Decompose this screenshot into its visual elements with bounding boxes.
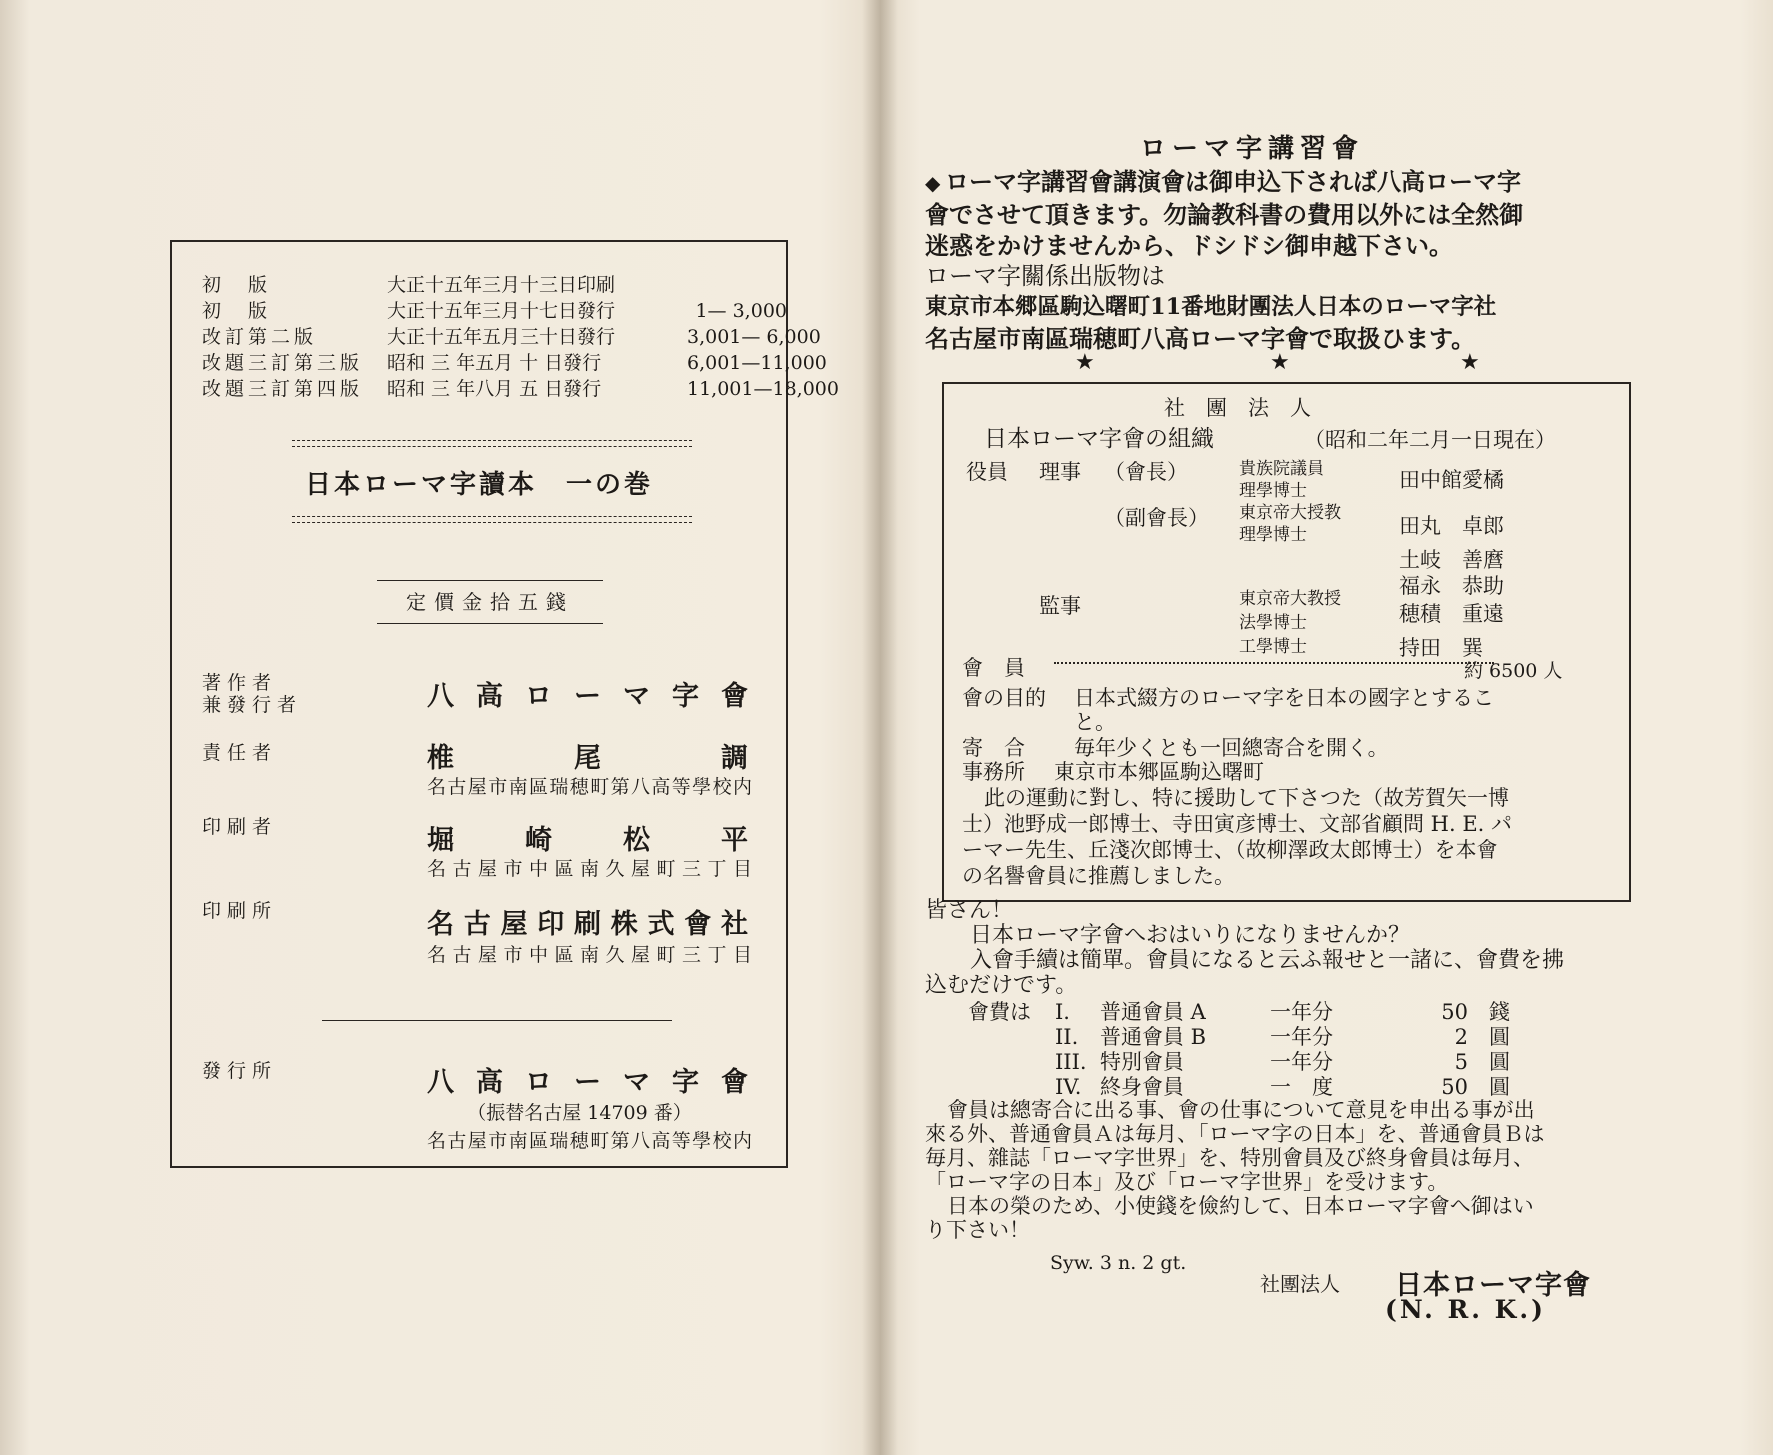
auditor-title-2: 法學博士	[1239, 613, 1307, 633]
notice-line-1: ◆ ローマ字講習會講演會は御申込下されば八高ローマ字	[925, 166, 1643, 199]
edition-row	[202, 376, 839, 402]
president-title-1: 貴族院議員	[1239, 459, 1324, 479]
org-as-of: （昭和二年二月一日現在）	[1304, 428, 1556, 452]
honor-line-3: ーマー先生、丘淺次郎博士、（故柳澤政太郎博士）を本會	[962, 838, 1498, 862]
vice-title-2: 理學博士	[1239, 525, 1307, 545]
meeting-text: 毎年少くとも一回總寄合を開く。	[1074, 736, 1389, 760]
edition-kind: 改題三訂第四版	[202, 378, 364, 400]
president-label: （會長）	[1104, 460, 1188, 484]
vice-name: 田丸 卓郎	[1399, 514, 1504, 538]
appeal-line-2: 日本ローマ字會へおはいりになりませんか？	[970, 923, 1411, 948]
appeal-body-line-3: 毎月、雜誌「ローマ字世界」を、特別會員及び終身會員は毎月、	[925, 1146, 1534, 1170]
fee-number: II.	[1055, 1025, 1079, 1049]
fee-row	[1055, 1025, 1510, 1050]
press-address: 名古屋市中區南久屋町三丁目	[427, 944, 752, 966]
appeal-line-4: 込むだけです。	[925, 973, 1078, 998]
edition-date: 大正十五年三月十三日印刷	[387, 274, 616, 296]
members-leader	[1054, 662, 1494, 664]
organization-box	[942, 382, 1631, 902]
appeal-body-line-5: 日本の榮のため、小使錢を儉約して、日本ローマ字會へ御はい	[947, 1194, 1534, 1218]
notice-line-2: 會でさせて頂きます。勿論教科書の費用以外には全然御	[925, 200, 1524, 229]
edition-date: 昭和 三 年八月 五 日發行	[387, 378, 602, 400]
edition-range: 3,001— 6,000	[687, 326, 821, 348]
fee-type: 普通會員 B	[1100, 1025, 1207, 1049]
fee-type: 普通會員 A	[1100, 1000, 1206, 1024]
book-title: 日本ローマ字讀本 一の巻	[304, 470, 653, 500]
appeal-body-line-6: り下さい！	[925, 1218, 1030, 1242]
honor-line-2: 士）池野成一郎博士、寺田寅彦博士、文部省顧問 H. E. パ	[962, 812, 1513, 836]
edition-row	[202, 272, 787, 298]
notice-line-6: 名古屋市南區瑞穂町八高ローマ字會で取扱ひます。	[925, 324, 1476, 353]
edition-date: 大正十五年五月三十日發行	[387, 326, 616, 348]
appeal-line-3: 入會手續は簡單。會員になると云ふ報せと一諸に、會費を拂	[970, 948, 1565, 973]
honor-line-4: の名譽會員に推薦しました。	[962, 864, 1235, 888]
fee-term: 一年分	[1270, 1025, 1333, 1049]
edition-range: 1— 3,000	[695, 300, 787, 322]
edition-row	[202, 350, 827, 376]
edition-range	[687, 272, 787, 298]
appeal-body-line-2: 來る外、普通會員Ａは毎月、「ローマ字の日本」を、普通會員Ｂは	[925, 1122, 1545, 1146]
fee-term: 一年分	[1270, 1000, 1333, 1024]
signature-abbr: (N. R. K.)	[1385, 1295, 1546, 1324]
fee-number: I.	[1055, 1000, 1070, 1024]
notice-paragraph	[925, 166, 1643, 354]
auditor-title-3: 工學博士	[1239, 637, 1307, 657]
auditor-name-1: 穂積 重遠	[1399, 602, 1504, 626]
author-role: 著作者	[202, 672, 278, 694]
appeal-body-line-4: 「ローマ字の日本」及び「ローマ字世界」を受けます。	[925, 1170, 1449, 1194]
director-label: 理事	[1039, 460, 1081, 484]
star-icon: ★	[1460, 350, 1480, 375]
star-icon: ★	[1075, 350, 1095, 375]
meeting-label: 寄 合	[962, 736, 1025, 760]
editor-role: 責任者	[202, 742, 278, 764]
president-title-2: 理學博士	[1239, 481, 1307, 501]
auditor-title-1: 東京帝大教授	[1239, 589, 1341, 609]
fee-number: IV.	[1055, 1075, 1082, 1099]
fee-row	[1055, 1000, 1510, 1025]
officers-label: 役員	[966, 460, 1008, 484]
appeal-intro	[925, 898, 1645, 998]
members-count: 約 6500 人	[1464, 660, 1563, 682]
printer-name: 堀崎松平	[427, 825, 752, 856]
members-label: 會 員	[962, 656, 1025, 680]
title-rule-top	[292, 440, 692, 441]
price-label: 定價金拾五錢	[377, 580, 603, 624]
printer-address: 名古屋市中區南久屋町三丁目	[427, 858, 752, 880]
edition-range: 6,001—11,000	[687, 352, 827, 374]
fee-label: 會費は	[968, 1000, 1031, 1024]
vice-title-1: 東京帝大授教	[1239, 503, 1341, 523]
fee-table	[1055, 1000, 1510, 1100]
fee-number: III.	[1055, 1050, 1087, 1074]
issuer-name: 八高ローマ字會	[427, 1067, 752, 1098]
honor-line-1: 此の運動に對し、特に援助して下さつた（故芳賀矢一博	[984, 786, 1509, 810]
org-header-2: 日本ローマ字會の組織	[984, 426, 1214, 452]
purpose-line-1: 日本式綴方のローマ字を日本の國字とするこ	[1074, 686, 1494, 710]
appeal-body	[925, 1098, 1645, 1242]
edition-kind: 初 版	[202, 300, 272, 322]
notice-line-4: ローマ字關係出版物は	[925, 262, 1165, 290]
org-header-1: 社 團 法 人	[1164, 396, 1311, 420]
signature-org: 日本ローマ字會	[1395, 1270, 1591, 1301]
press-role: 印刷所	[202, 900, 278, 922]
notice-line-3: 迷惑をかけませんから、ドシドシ御申越下さい。	[925, 231, 1453, 260]
press-name: 名古屋印刷株式會社	[427, 909, 752, 940]
purpose-line-2: と。	[1074, 710, 1116, 734]
fee-amount: 50 圓	[1441, 1075, 1510, 1099]
editor-address: 名古屋市南區瑞穂町第八高等學校内	[427, 776, 752, 798]
publisher-role: 兼發行者	[202, 694, 303, 716]
purpose-label: 會の目的	[962, 686, 1046, 710]
notice-heading: ローマ字講習會	[1140, 134, 1365, 164]
fee-type: 特別會員	[1100, 1050, 1184, 1074]
notice-line-5: 東京市本郷區駒込曙町11番地財團法人日本のローマ字社	[925, 294, 1497, 320]
fee-term: 一年分	[1270, 1050, 1333, 1074]
edition-range: 11,001—18,000	[687, 378, 839, 400]
edition-kind: 初 版	[202, 274, 272, 296]
fee-term: 一 度	[1270, 1075, 1333, 1099]
colophon-box	[170, 240, 839, 1168]
edition-row	[202, 324, 821, 350]
appeal-body-line-1: 會員は總寄合に出る事、會の仕事について意見を申出る事が出	[947, 1098, 1535, 1122]
book-gutter	[862, 0, 898, 1455]
edition-date: 大正十五年三月十七日發行	[387, 300, 616, 322]
fee-amount: 5 圓	[1454, 1050, 1510, 1074]
auditor-name-2: 持田 巽	[1399, 636, 1483, 660]
vice-label: （副會長）	[1104, 506, 1209, 530]
office-text: 東京市本郷區駒込曙町	[1054, 760, 1264, 784]
edition-kind: 改題三訂第三版	[202, 352, 364, 374]
author-name: 八高ローマ字會	[427, 681, 752, 712]
edition-row	[202, 298, 787, 324]
star-icon: ★	[1270, 350, 1290, 375]
issuer-address: 名古屋市南區瑞穂町第八高等學校内	[427, 1130, 752, 1152]
director-name-2: 福永 恭助	[1399, 574, 1504, 598]
title-rule-top-2	[292, 446, 692, 447]
fee-row	[1055, 1050, 1510, 1075]
auditor-label: 監事	[1039, 594, 1081, 618]
edition-kind: 改訂第二版	[202, 326, 318, 348]
title-rule-bottom-2	[292, 522, 692, 523]
fee-row	[1055, 1075, 1510, 1100]
title-rule-bottom	[292, 516, 692, 517]
edition-date: 昭和 三 年五月 十 日發行	[387, 352, 602, 374]
editor-name: 椎尾調	[427, 743, 752, 774]
fee-amount: 2 圓	[1454, 1025, 1510, 1049]
director-name-1: 土岐 善麿	[1399, 548, 1504, 572]
president-name: 田中館愛橘	[1399, 468, 1504, 492]
signature-kind: 社團法人	[1260, 1272, 1340, 1296]
issuer-role: 發行所	[202, 1060, 278, 1082]
printer-role: 印刷者	[202, 816, 278, 838]
appeal-line-1: 皆さん！	[925, 898, 1014, 923]
office-label: 事務所	[962, 760, 1025, 784]
fee-type: 終身會員	[1100, 1075, 1184, 1099]
fee-amount: 50 錢	[1441, 1000, 1510, 1024]
issuer-account: （振替名古屋 14709 番）	[467, 1102, 692, 1124]
bullet-icon: ◆	[925, 171, 941, 195]
issuer-rule	[322, 1020, 672, 1021]
edition-table	[202, 272, 839, 402]
publication-code: Syw. 3 n. 2 gt.	[1050, 1252, 1187, 1274]
